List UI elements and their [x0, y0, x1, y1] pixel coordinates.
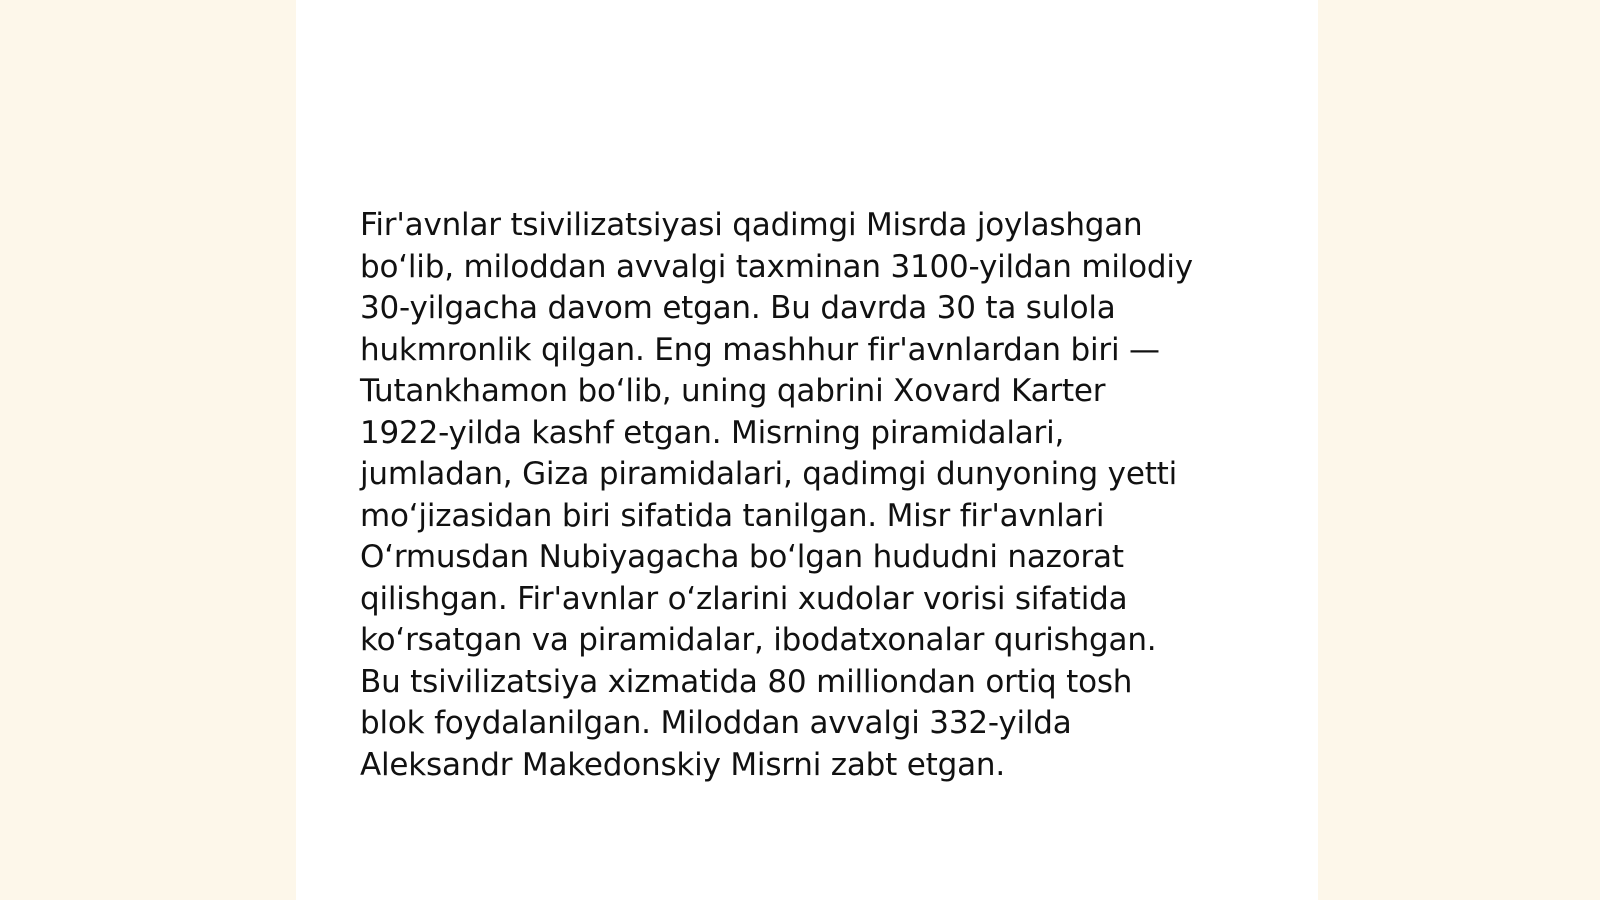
article-paragraph [360, 205, 1240, 786]
paragraph-line: blok foydalanilgan. Miloddan avvalgi 332-yilda [360, 705, 1072, 741]
paragraph-line: Tutankhamon boʻlib, uning qabrini Xovard Karter [360, 373, 1106, 409]
paragraph-line: Aleksandr Makedonskiy Misrni zabt etgan. [360, 746, 1005, 783]
document-page [296, 0, 1318, 900]
paragraph-line: koʻrsatgan va piramidalar, ibodatxonalar qurishgan. [360, 622, 1157, 658]
paragraph-line: 1922-yilda kashf etgan. Misrning piramidalari, [360, 414, 1065, 451]
paragraph-line: jumladan, Giza piramidalari, qadimgi dunyoning yetti [360, 456, 1178, 492]
paragraph-line: qilishgan. Fir'avnlar oʻzlarini xudolar vorisi sifatida [360, 580, 1128, 617]
paragraph-line: Bu tsivilizatsiya xizmatida 80 milliondan ortiq tosh [360, 663, 1133, 700]
paragraph-line: 30-yilgacha davom etgan. Bu davrda 30 ta sulola [360, 290, 1116, 326]
paragraph-line: hukmronlik qilgan. Eng mashhur fir'avnlardan biri — [360, 331, 1160, 368]
paragraph-line: moʻjizasidan biri sifatida tanilgan. Misr fir'avnlari [360, 497, 1105, 534]
paragraph-line: boʻlib, miloddan avvalgi taxminan 3100-yildan milodiy [360, 248, 1193, 285]
paragraph-line: Fir'avnlar tsivilizatsiyasi qadimgi Misrda joylashgan [360, 207, 1143, 243]
paragraph-line: Oʻrmusdan Nubiyagacha boʻlgan hududni nazorat [360, 539, 1124, 575]
